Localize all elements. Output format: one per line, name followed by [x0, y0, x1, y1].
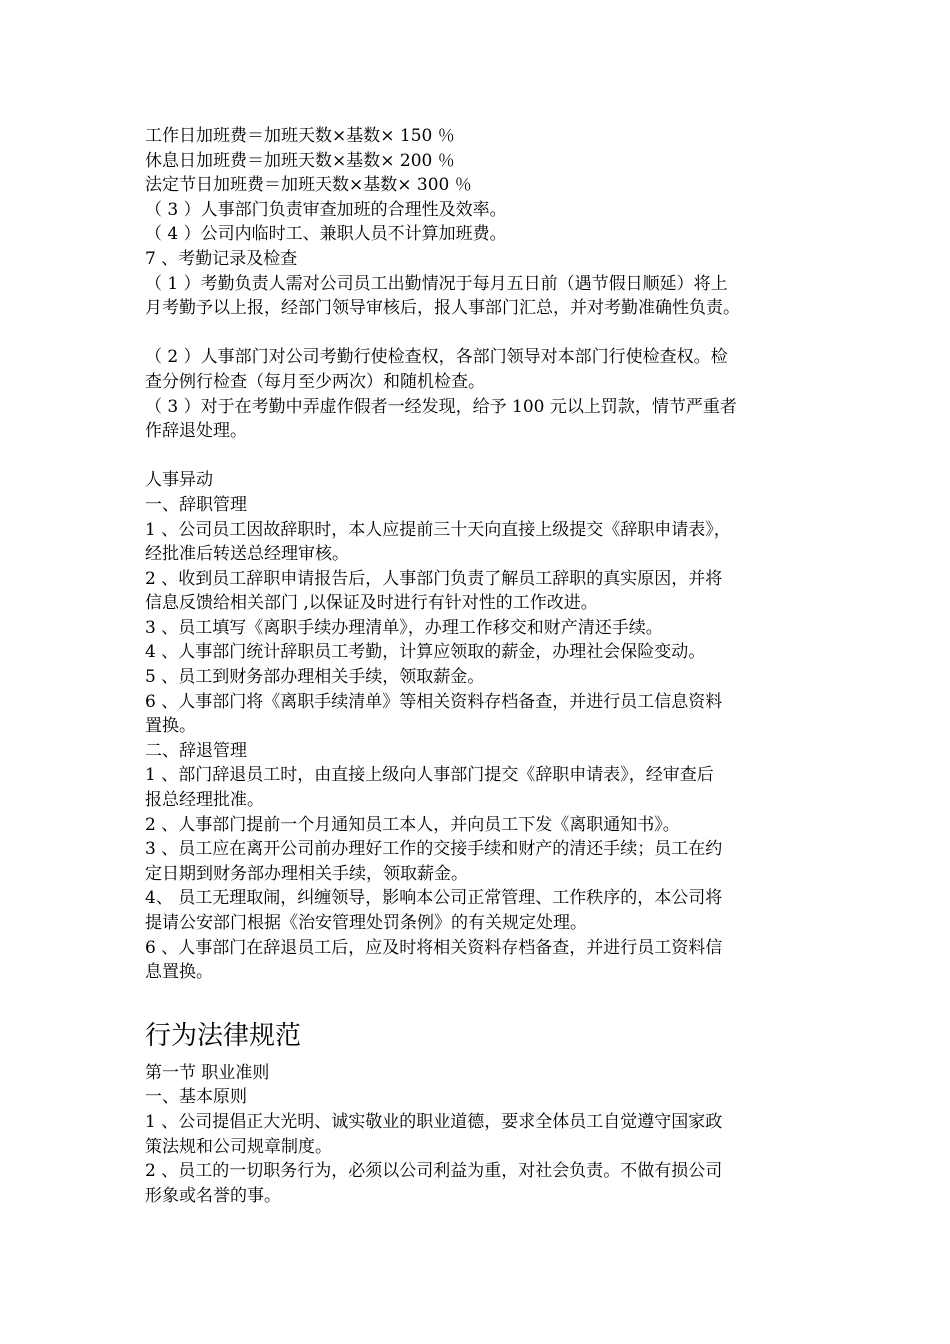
resignation-line: 3 、员工填写《离职手续办理清单》，办理工作移交和财产清还手续。: [145, 617, 663, 638]
dismissal-line: 2 、人事部门提前一个月通知员工本人，并向员工下发《离职通知书》。: [145, 814, 680, 835]
principle-line: 2 、员工的一切职务行为，必须以公司利益为重，对社会负责。不做有损公司: [145, 1161, 723, 1182]
personnel-section: [145, 468, 810, 984]
principle-line: 形象或名誉的事。: [145, 1185, 281, 1206]
resignation-line: 1 、公司员工因故辞职时，本人应提前三十天向直接上级提交《辞职申请表》，: [145, 519, 731, 540]
attendance-item3-line1: （ 3 ）对于在考勤中弄虚作假者一经发现，给予 100 元以上罚款，情节严重者: [145, 396, 737, 417]
blank-line: [145, 444, 810, 469]
attendance-title: 7 、考勤记录及检查: [145, 248, 298, 269]
resignation-line: 信息反馈给相关部门 ,以保证及时进行有针对性的工作改进。: [145, 593, 598, 614]
principle-line: 1 、公司提倡正大光明、诚实敬业的职业道德，要求全体员工自觉遵守国家政: [145, 1111, 723, 1132]
dismissal-line: 4、 员工无理取闹，纠缠领导，影响本公司正常管理、工作秩序的，本公司将: [145, 888, 723, 909]
resignation-line: 2 、收到员工辞职申请报告后，人事部门负责了解员工辞职的真实原因，并将: [145, 568, 723, 589]
dismissal-line: 1 、部门辞退员工时，由直接上级向人事部门提交《辞职申请表》，经审查后: [145, 765, 714, 786]
dismissal-title: 二、辞退管理: [145, 740, 247, 761]
document-page: [145, 124, 810, 1208]
dismissal-line: 报总经理批准。: [145, 790, 264, 811]
dismissal-line: 6 、人事部门在辞退员工后，应及时将相关资料存档备查，并进行员工资料信: [145, 937, 723, 958]
blank-line: [145, 321, 810, 346]
attendance-item2-line2: 查分例行检查（每月至少两次）和随机检查。: [145, 371, 485, 392]
dismissal-line: 3 、员工应在离开公司前办理好工作的交接手续和财产的清还手续；员工在约: [145, 839, 723, 860]
dismissal-line: 息置换。: [145, 962, 213, 983]
resignation-line: 5 、员工到财务部办理相关手续，领取薪金。: [145, 667, 485, 688]
resignation-line: 6 、人事部门将《离职手续清单》等相关资料存档备查，并进行员工信息资料: [145, 691, 723, 712]
conduct-section: [145, 1017, 810, 1209]
overtime-item-4: （ 4 ）公司内临时工、兼职人员不计算加班费。: [145, 224, 507, 245]
dismissal-line: 定日期到财务部办理相关手续，领取薪金。: [145, 863, 468, 884]
formula-workday: 工作日加班费＝加班天数×基数× 150 ％: [145, 126, 455, 146]
attendance-section: [145, 247, 810, 444]
overtime-item-3: （ 3 ）人事部门负责审查加班的合理性及效率。: [145, 199, 507, 220]
attendance-item2-line1: （ 2 ）人事部门对公司考勤行使检查权，各部门领导对本部门行使检查权。检: [145, 347, 728, 368]
attendance-item3-line2: 作辞退处理。: [145, 421, 247, 442]
section-spacer: [145, 985, 810, 1017]
resignation-title: 一、辞职管理: [145, 494, 247, 515]
conduct-section-title: 第一节 职业准则: [145, 1062, 270, 1083]
overtime-items: [145, 198, 810, 247]
attendance-item1-line1: （ 1 ）考勤负责人需对公司员工出勤情况于每月五日前（遇节假日顺延）将上: [145, 273, 728, 294]
attendance-item1-line2: 月考勤予以上报，经部门领导审核后，报人事部门汇总，并对考勤准确性负责。: [145, 298, 740, 319]
resignation-line: 4 、人事部门统计辞职员工考勤，计算应领取的薪金，办理社会保险变动。: [145, 642, 706, 663]
conduct-heading: 行为法律规范: [145, 1020, 302, 1051]
overtime-formulas: [145, 124, 810, 198]
resignation-line: 置换。: [145, 716, 196, 737]
principle-line: 策法规和公司规章制度。: [145, 1136, 332, 1157]
resignation-line: 经批准后转送总经理审核。: [145, 544, 349, 565]
principles-title: 一、基本原则: [145, 1087, 247, 1108]
formula-restday: 休息日加班费＝加班天数×基数× 200 ％: [145, 150, 455, 171]
formula-holiday: 法定节日加班费＝加班天数×基数× 300 ％: [145, 175, 472, 196]
personnel-title: 人事异动: [145, 470, 213, 491]
dismissal-line: 提请公安部门根据《治安管理处罚条例》的有关规定处理。: [145, 913, 587, 933]
